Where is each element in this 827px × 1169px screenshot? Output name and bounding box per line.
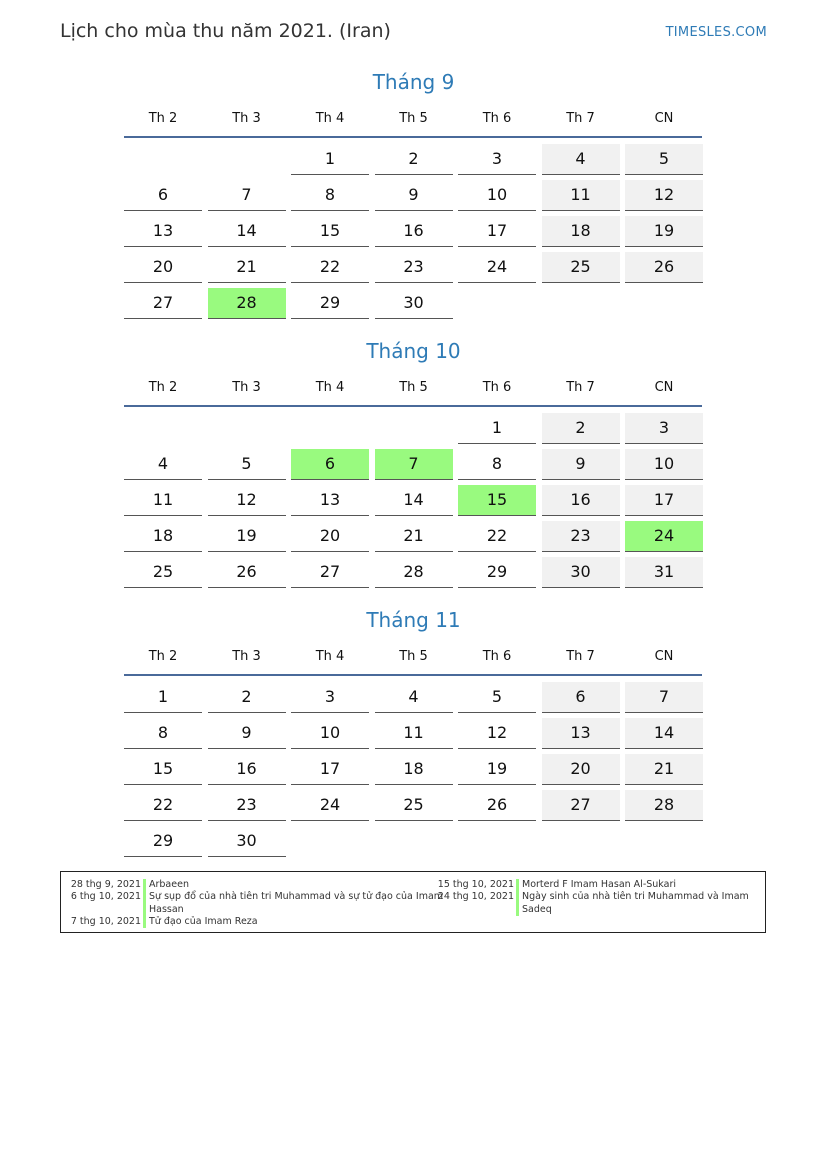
day-cell[interactable]: 20: [124, 252, 202, 283]
day-cell[interactable]: 14: [375, 485, 453, 516]
day-cell[interactable]: 18: [124, 521, 202, 552]
weekday-label: Th 4: [315, 111, 345, 126]
weekday-label: CN: [654, 111, 674, 126]
day-cell[interactable]: 21: [208, 252, 286, 283]
legend-text: Ngày sinh của nhà tiên tri Muhammad và Imam Sadeq: [522, 891, 749, 915]
legend-bar: [516, 891, 519, 916]
day-cell[interactable]: 2: [375, 144, 453, 175]
day-cell[interactable]: 26: [458, 790, 536, 821]
day-cell[interactable]: 25: [375, 790, 453, 821]
legend-bar: [143, 891, 146, 916]
day-cell[interactable]: 10: [625, 449, 703, 480]
day-cell[interactable]: 5: [458, 682, 536, 713]
day-cell[interactable]: 29: [291, 288, 369, 319]
day-cell[interactable]: 3: [625, 413, 703, 444]
day-cell[interactable]: 27: [542, 790, 620, 821]
day-cell[interactable]: 4: [542, 144, 620, 175]
day-cell[interactable]: 30: [542, 557, 620, 588]
day-cell[interactable]: 19: [458, 754, 536, 785]
day-cell[interactable]: 23: [208, 790, 286, 821]
day-cell[interactable]: 22: [124, 790, 202, 821]
weekday-label: Th 7: [566, 380, 595, 395]
day-cell[interactable]: 22: [458, 521, 536, 552]
day-cell[interactable]: 21: [375, 521, 453, 552]
day-cell[interactable]: 29: [458, 557, 536, 588]
legend-bar: [143, 879, 146, 891]
day-cell[interactable]: 3: [458, 144, 536, 175]
day-cell[interactable]: 11: [124, 485, 202, 516]
weekday-label: Th 7: [566, 111, 595, 126]
day-cell[interactable]: 12: [625, 180, 703, 211]
day-cell[interactable]: 28: [375, 557, 453, 588]
weekday-header-row: [124, 111, 702, 131]
day-cell[interactable]: 14: [208, 216, 286, 247]
day-cell[interactable]: 15: [124, 754, 202, 785]
day-cell[interactable]: 12: [208, 485, 286, 516]
day-cell[interactable]: 17: [291, 754, 369, 785]
day-cell[interactable]: 4: [375, 682, 453, 713]
weekday-label: Th 2: [148, 111, 178, 126]
brand-logo-text[interactable]: TIMESLES.COM: [665, 25, 767, 40]
day-cell[interactable]: 10: [291, 718, 369, 749]
day-cell[interactable]: 16: [208, 754, 286, 785]
weekday-label: Th 5: [399, 111, 428, 126]
day-cell[interactable]: 1: [124, 682, 202, 713]
day-cell[interactable]: 13: [124, 216, 202, 247]
day-cell[interactable]: 21: [625, 754, 703, 785]
day-cell[interactable]: 29: [124, 826, 202, 857]
weekday-label: Th 4: [315, 380, 345, 395]
day-cell[interactable]: 6: [124, 180, 202, 211]
day-cell[interactable]: 8: [458, 449, 536, 480]
weekday-label: Th 7: [566, 649, 595, 664]
day-cell[interactable]: 30: [375, 288, 453, 319]
day-cell[interactable]: 15: [291, 216, 369, 247]
weekday-label: Th 3: [232, 380, 261, 395]
day-cell[interactable]: 7: [208, 180, 286, 211]
day-cell-holiday[interactable]: 24: [625, 521, 703, 552]
weekday-label: CN: [654, 649, 674, 664]
day-cell[interactable]: 27: [124, 288, 202, 319]
header-divider: [124, 136, 702, 138]
day-cell[interactable]: 3: [291, 682, 369, 713]
day-cell[interactable]: 25: [542, 252, 620, 283]
day-cell[interactable]: 5: [208, 449, 286, 480]
day-cell[interactable]: 13: [542, 718, 620, 749]
legend-date: 28 thg 9, 2021: [70, 879, 141, 890]
weekday-label: Th 2: [148, 380, 178, 395]
day-cell-holiday[interactable]: 15: [458, 485, 536, 516]
weekday-label: Th 6: [482, 649, 512, 664]
day-cell[interactable]: 13: [291, 485, 369, 516]
day-cell[interactable]: 30: [208, 826, 286, 857]
weekday-label: Th 6: [482, 111, 512, 126]
weekday-label: Th 3: [232, 649, 261, 664]
day-cell[interactable]: 2: [542, 413, 620, 444]
day-cell-holiday[interactable]: 6: [291, 449, 369, 480]
day-cell[interactable]: 18: [375, 754, 453, 785]
day-cell[interactable]: 6: [542, 682, 620, 713]
legend-text: Arbaeen: [149, 879, 189, 890]
day-cell[interactable]: 1: [291, 144, 369, 175]
day-cell[interactable]: 28: [625, 790, 703, 821]
legend-date: 7 thg 10, 2021: [70, 916, 141, 927]
day-cell[interactable]: 24: [458, 252, 536, 283]
month-title: Tháng 9: [372, 70, 455, 94]
day-cell-holiday[interactable]: 7: [375, 449, 453, 480]
day-cell[interactable]: 9: [208, 718, 286, 749]
month-title: Tháng 11: [366, 608, 461, 632]
day-cell[interactable]: 1: [458, 413, 536, 444]
weekday-label: Th 5: [399, 380, 428, 395]
day-cell[interactable]: 26: [208, 557, 286, 588]
day-cell[interactable]: 4: [124, 449, 202, 480]
day-cell[interactable]: 12: [458, 718, 536, 749]
weekday-header-row: [124, 649, 702, 669]
legend-text: Morterd F Imam Hasan Al-Sukari: [522, 879, 677, 890]
day-cell[interactable]: 17: [625, 485, 703, 516]
day-cell[interactable]: 23: [542, 521, 620, 552]
day-cell[interactable]: 31: [625, 557, 703, 588]
day-cell[interactable]: 9: [542, 449, 620, 480]
day-cell[interactable]: 20: [542, 754, 620, 785]
month-title: Tháng 10: [366, 339, 461, 363]
day-cell[interactable]: 16: [375, 216, 453, 247]
day-cell[interactable]: 27: [291, 557, 369, 588]
day-cell[interactable]: 18: [542, 216, 620, 247]
weekday-label: Th 2: [148, 649, 178, 664]
day-cell[interactable]: 17: [458, 216, 536, 247]
legend-bar: [143, 916, 146, 928]
legend-date: 24 thg 10, 2021: [437, 891, 514, 902]
day-cell[interactable]: 19: [208, 521, 286, 552]
day-cell[interactable]: 24: [291, 790, 369, 821]
legend-bar: [516, 879, 519, 891]
weekday-label: Th 3: [232, 111, 261, 126]
day-cell[interactable]: 19: [625, 216, 703, 247]
weekday-label: Th 4: [315, 649, 345, 664]
day-cell[interactable]: 10: [458, 180, 536, 211]
day-cell[interactable]: 8: [291, 180, 369, 211]
day-cell[interactable]: 16: [542, 485, 620, 516]
day-cell[interactable]: 7: [625, 682, 703, 713]
legend-text: Tử đạo của Imam Reza: [149, 916, 258, 927]
page-title: Lịch cho mùa thu năm 2021. (Iran): [60, 20, 391, 42]
weekday-label: CN: [654, 380, 674, 395]
day-cell[interactable]: 23: [375, 252, 453, 283]
legend-date: 15 thg 10, 2021: [437, 879, 514, 890]
day-cell[interactable]: 25: [124, 557, 202, 588]
day-cell[interactable]: 11: [375, 718, 453, 749]
day-cell-holiday[interactable]: 28: [208, 288, 286, 319]
day-cell[interactable]: 14: [625, 718, 703, 749]
holiday-legend: [60, 871, 766, 933]
day-cell[interactable]: 26: [625, 252, 703, 283]
day-cell[interactable]: 20: [291, 521, 369, 552]
day-cell[interactable]: 22: [291, 252, 369, 283]
header-divider: [124, 405, 702, 407]
day-cell[interactable]: 9: [375, 180, 453, 211]
weekday-label: Th 6: [482, 380, 512, 395]
day-cell[interactable]: 2: [208, 682, 286, 713]
day-cell[interactable]: 8: [124, 718, 202, 749]
day-cell[interactable]: 5: [625, 144, 703, 175]
weekday-label: Th 5: [399, 649, 428, 664]
header-divider: [124, 674, 702, 676]
day-cell[interactable]: 11: [542, 180, 620, 211]
legend-text: Sự sụp đổ của nhà tiên tri Muhammad và sự tử đạo của Imam Hassan: [149, 891, 444, 915]
weekday-header-row: [124, 380, 702, 400]
legend-date: 6 thg 10, 2021: [70, 891, 141, 902]
